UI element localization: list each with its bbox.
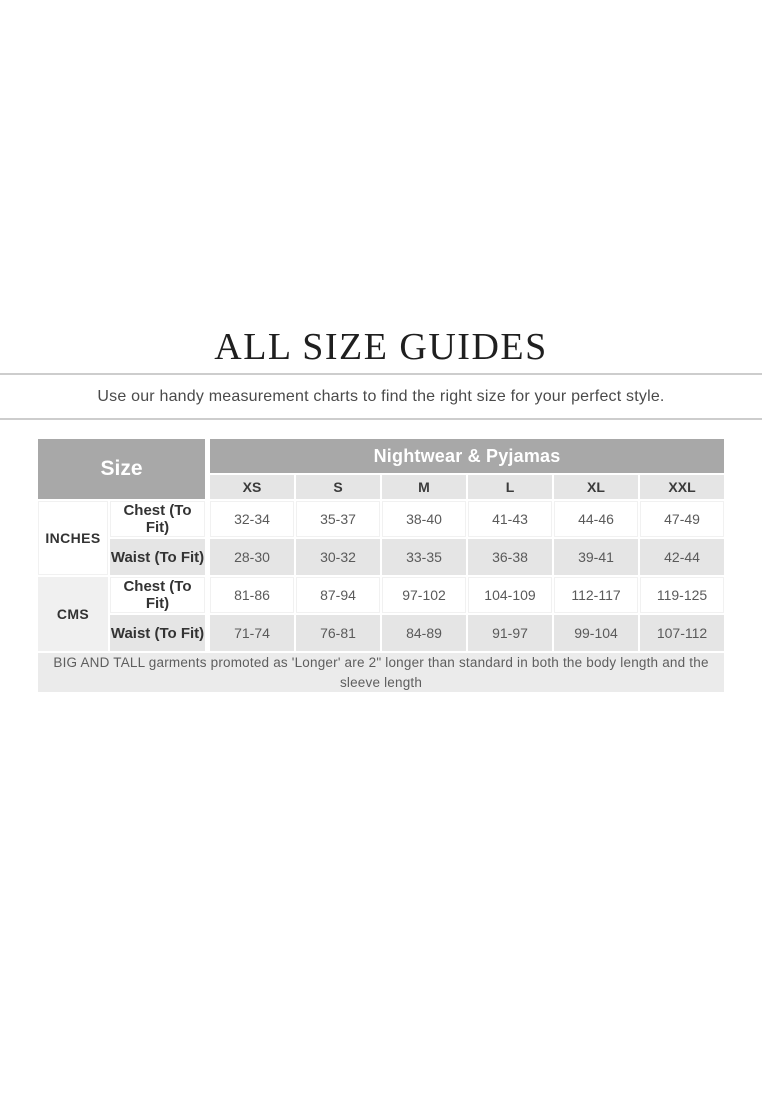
value-cell: 97-102	[382, 577, 466, 613]
size-column-xs: XS	[210, 475, 294, 499]
size-column-xxl: XXL	[640, 475, 724, 499]
row-label-chest: Chest (To Fit)	[110, 501, 205, 537]
size-corner-cell: Size	[38, 439, 205, 499]
value-cell: 44-46	[554, 501, 638, 537]
size-guide-table	[36, 437, 726, 694]
table-header-row	[38, 439, 724, 473]
row-label-chest: Chest (To Fit)	[110, 577, 205, 613]
unit-cell-cms: CMS	[38, 577, 108, 651]
column-gutter	[207, 439, 208, 651]
group-header-cell: Nightwear & Pyjamas	[210, 439, 724, 473]
value-cell: 104-109	[468, 577, 552, 613]
value-cell: 33-35	[382, 539, 466, 575]
footnote-row	[38, 653, 724, 692]
size-column-xl: XL	[554, 475, 638, 499]
value-cell: 107-112	[640, 615, 724, 651]
big-and-tall-footnote: BIG AND TALL garments promoted as 'Longer' are 2" longer than standard in both the body length and the sleeve length	[38, 653, 724, 692]
value-cell: 36-38	[468, 539, 552, 575]
page-subtitle: Use our handy measurement charts to find the right size for your perfect style.	[97, 388, 665, 405]
value-cell: 42-44	[640, 539, 724, 575]
row-label-waist: Waist (To Fit)	[110, 539, 205, 575]
unit-cell-inches: INCHES	[38, 501, 108, 575]
inches-waist-row	[38, 539, 724, 575]
value-cell: 39-41	[554, 539, 638, 575]
value-cell: 91-97	[468, 615, 552, 651]
size-column-l: L	[468, 475, 552, 499]
page-title: ALL SIZE GUIDES	[214, 326, 548, 368]
size-column-m: M	[382, 475, 466, 499]
value-cell: 81-86	[210, 577, 294, 613]
value-cell: 87-94	[296, 577, 380, 613]
value-cell: 76-81	[296, 615, 380, 651]
bottom-divider	[0, 418, 762, 420]
value-cell: 32-34	[210, 501, 294, 537]
value-cell: 47-49	[640, 501, 724, 537]
value-cell: 35-37	[296, 501, 380, 537]
cms-waist-row	[38, 615, 724, 651]
value-cell: 71-74	[210, 615, 294, 651]
cms-chest-row	[38, 577, 724, 613]
size-column-s: S	[296, 475, 380, 499]
value-cell: 30-32	[296, 539, 380, 575]
value-cell: 38-40	[382, 501, 466, 537]
value-cell: 99-104	[554, 615, 638, 651]
value-cell: 41-43	[468, 501, 552, 537]
inches-chest-row	[38, 501, 724, 537]
value-cell: 119-125	[640, 577, 724, 613]
row-label-waist: Waist (To Fit)	[110, 615, 205, 651]
value-cell: 28-30	[210, 539, 294, 575]
value-cell: 112-117	[554, 577, 638, 613]
value-cell: 84-89	[382, 615, 466, 651]
